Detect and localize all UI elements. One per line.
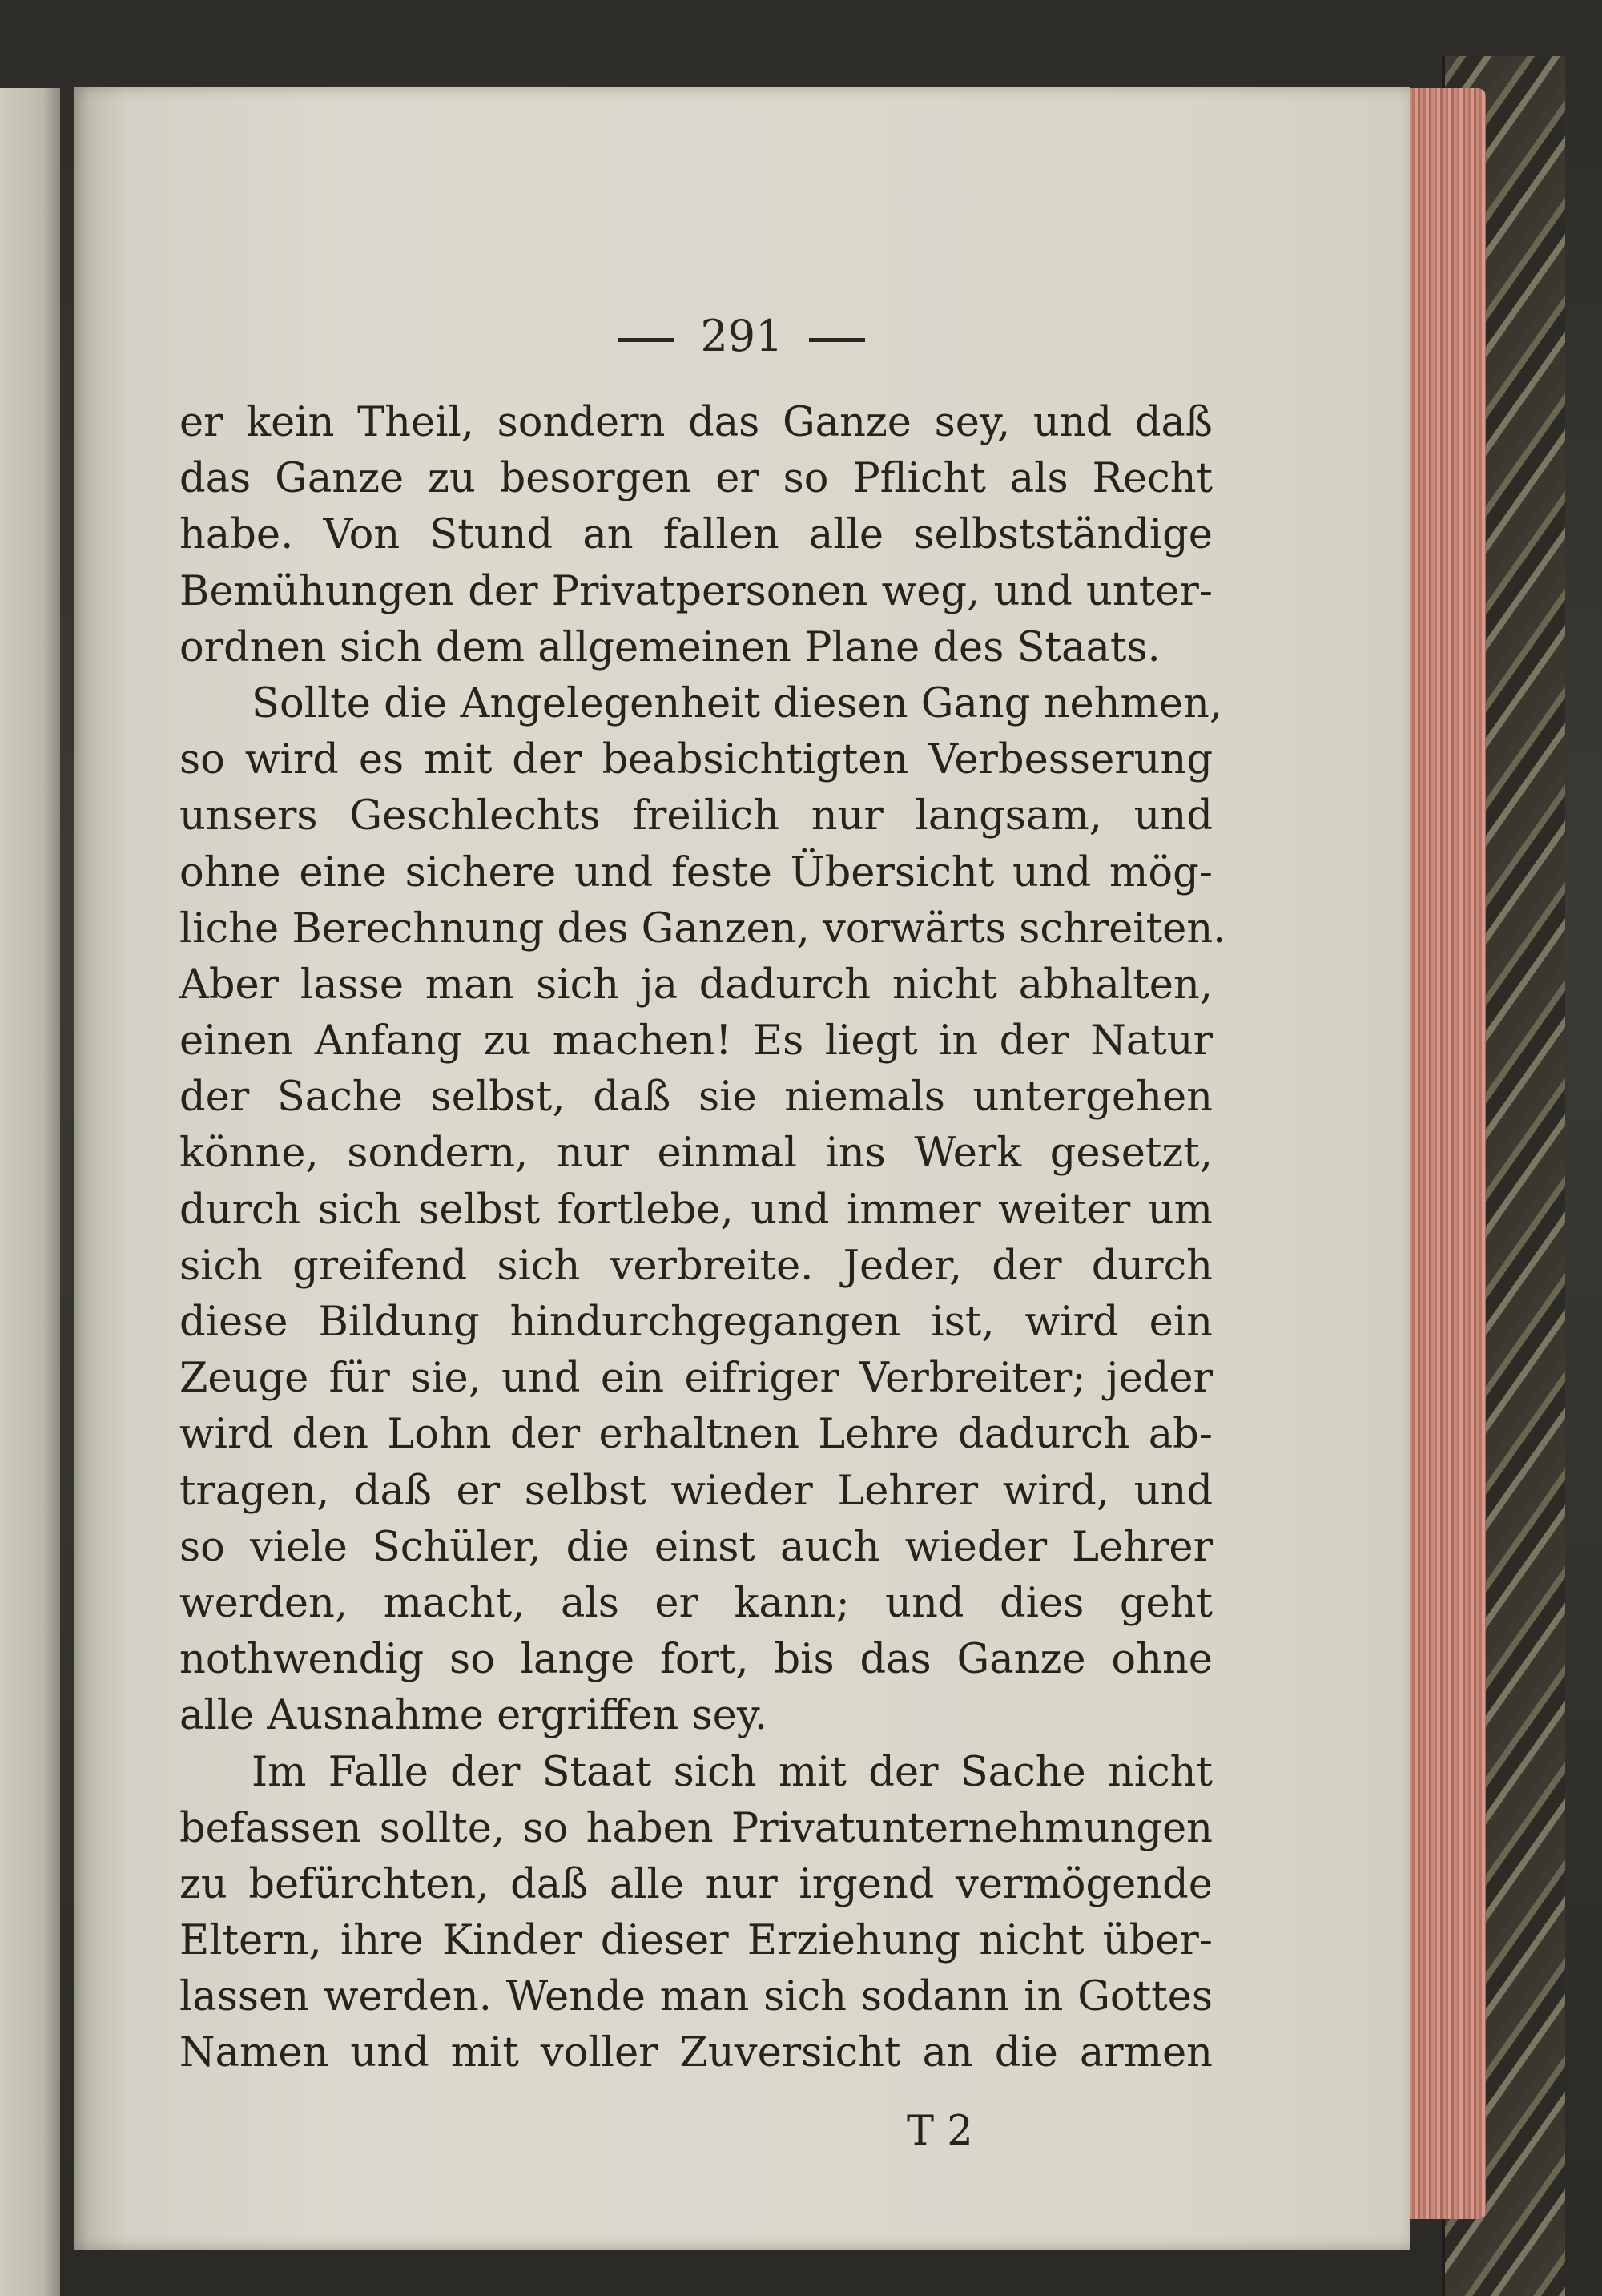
header-dash-left: [618, 338, 674, 342]
book-page: [74, 87, 1410, 2250]
text-line: zu befürchten, daß alle nur irgend vermögende: [179, 1860, 1213, 1908]
text-line: lassen werden. Wende man sich sodann in Gottes: [179, 1973, 1213, 2021]
page-body: [179, 395, 1226, 2082]
text-line: Aber lasse man sich ja dadurch nicht abhalten,: [179, 961, 1213, 1009]
text-line: durch sich selbst fortlebe, und immer weiter um: [179, 1186, 1213, 1234]
text-line: er kein Theil, sondern das Ganze sey, und daß: [179, 399, 1213, 446]
text-line: werden, macht, als er kann; und dies geht: [179, 1579, 1213, 1627]
text-line: so wird es mit der beabsichtigten Verbesserung: [179, 736, 1213, 784]
text-line: liche Berechnung des Ganzen, vorwärts schreiten.: [179, 904, 1226, 953]
text-line: tragen, daß er selbst wieder Lehrer wird, und: [179, 1467, 1213, 1515]
text-line: der Sache selbst, daß sie niemals untergehen: [179, 1073, 1213, 1122]
text-line: alle Ausnahme ergriffen sey.: [179, 1692, 768, 1740]
text-line: Sollte die Angelegenheit diesen Gang nehmen,: [252, 679, 1223, 727]
page-number: 291: [700, 311, 783, 361]
text-line: einen Anfang zu machen! Es liegt in der Natur: [179, 1017, 1213, 1065]
text-line: Namen und mit voller Zuversicht an die armen: [179, 2029, 1213, 2077]
text-line: Bemühungen der Privatpersonen weg, und unter-: [179, 567, 1213, 615]
text-line: könne, sondern, nur einmal ins Werk gesetzt,: [179, 1130, 1213, 1178]
facing-page-edge: [0, 88, 60, 2296]
text-line: ohne eine sichere und feste Übersicht und mög-: [179, 848, 1213, 896]
text-line: unsers Geschlechts freilich nur langsam, und: [179, 792, 1213, 840]
text-line: Eltern, ihre Kinder dieser Erziehung nicht über-: [179, 1917, 1213, 1965]
text-line: das Ganze zu besorgen er so Pflicht als Recht: [179, 455, 1213, 503]
page-edges: [1398, 88, 1486, 2219]
text-line: wird den Lohn der erhaltnen Lehre dadurch ab-: [179, 1411, 1213, 1459]
text-line: nothwendig so lange fort, bis das Ganze ohne: [179, 1636, 1213, 1684]
text-line: diese Bildung hindurchgegangen ist, wird ein: [179, 1299, 1213, 1346]
page-header: [74, 311, 1410, 361]
header-dash-right: [809, 338, 865, 342]
signature-mark: T 2: [907, 2108, 973, 2155]
text-line: Im Falle der Staat sich mit der Sache nicht: [252, 1748, 1213, 1796]
text-line: ordnen sich dem allgemeinen Plane des Staats.: [179, 623, 1161, 671]
text-line: befassen sollte, so haben Privatunternehmungen: [179, 1804, 1213, 1852]
text-line: habe. Von Stund an fallen alle selbstständige: [179, 511, 1213, 559]
text-line: so viele Schüler, die einst auch wieder Lehrer: [179, 1523, 1213, 1571]
text-line: sich greifend sich verbreite. Jeder, der durch: [179, 1242, 1213, 1290]
text-line: Zeuge für sie, und ein eifriger Verbreiter; jeder: [179, 1355, 1213, 1403]
